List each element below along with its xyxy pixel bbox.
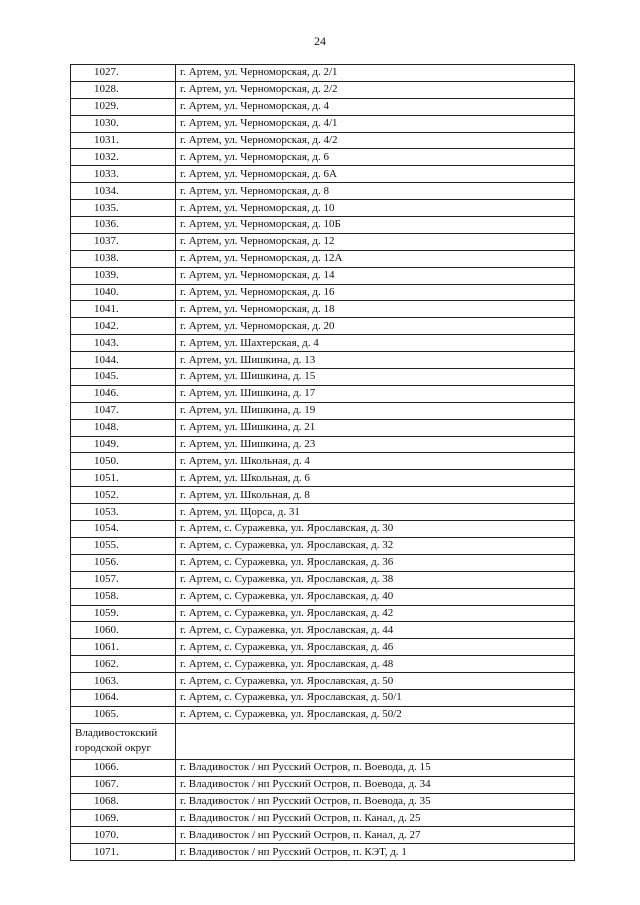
row-number: 1054. xyxy=(71,521,176,538)
row-address: г. Артем, ул. Черноморская, д. 2/1 xyxy=(176,65,575,82)
row-number: 1048. xyxy=(71,419,176,436)
table-row xyxy=(71,369,575,386)
table-row xyxy=(71,385,575,402)
table-row xyxy=(71,419,575,436)
row-address: г. Артем, ул. Черноморская, д. 8 xyxy=(176,183,575,200)
row-address: г. Артем, ул. Черноморская, д. 4/1 xyxy=(176,115,575,132)
table-row xyxy=(71,250,575,267)
row-address: г. Артем, ул. Школьная, д. 6 xyxy=(176,470,575,487)
table-row xyxy=(71,402,575,419)
row-number: 1065. xyxy=(71,706,176,723)
table-row xyxy=(71,776,575,793)
table-row xyxy=(71,98,575,115)
row-number: 1030. xyxy=(71,115,176,132)
table-row xyxy=(71,537,575,554)
row-number: 1062. xyxy=(71,656,176,673)
row-address: г. Артем, с. Суражевка, ул. Ярославская, д. 44 xyxy=(176,622,575,639)
row-address: г. Владивосток / нп Русский Остров, п. Воевода, д. 34 xyxy=(176,776,575,793)
row-address: г. Артем, с. Суражевка, ул. Ярославская, д. 32 xyxy=(176,537,575,554)
row-address: г. Артем, ул. Черноморская, д. 20 xyxy=(176,318,575,335)
row-address: г. Артем, с. Суражевка, ул. Ярославская, д. 30 xyxy=(176,521,575,538)
row-address: г. Владивосток / нп Русский Остров, п. Канал, д. 27 xyxy=(176,827,575,844)
row-address: г. Артем, ул. Шишкина, д. 21 xyxy=(176,419,575,436)
row-number: 1067. xyxy=(71,776,176,793)
row-address: г. Артем, с. Суражевка, ул. Ярославская, д. 40 xyxy=(176,588,575,605)
table-row xyxy=(71,453,575,470)
row-address: г. Владивосток / нп Русский Остров, п. Воевода, д. 15 xyxy=(176,759,575,776)
district-name: Владивостокский городской округ xyxy=(71,723,176,759)
table-body-artem xyxy=(71,65,575,724)
table-row xyxy=(71,318,575,335)
table-row xyxy=(71,844,575,861)
row-number: 1035. xyxy=(71,200,176,217)
row-address: г. Артем, с. Суражевка, ул. Ярославская, д. 50 xyxy=(176,673,575,690)
table-row xyxy=(71,656,575,673)
row-address: г. Артем, с. Суражевка, ул. Ярославская, д. 42 xyxy=(176,605,575,622)
row-number: 1045. xyxy=(71,369,176,386)
row-number: 1043. xyxy=(71,335,176,352)
row-address: г. Артем, ул. Черноморская, д. 10 xyxy=(176,200,575,217)
row-address: г. Артем, ул. Шишкина, д. 23 xyxy=(176,436,575,453)
row-address: г. Артем, ул. Черноморская, д. 16 xyxy=(176,284,575,301)
row-number: 1036. xyxy=(71,217,176,234)
row-number: 1049. xyxy=(71,436,176,453)
table-row xyxy=(71,335,575,352)
row-number: 1070. xyxy=(71,827,176,844)
row-number: 1041. xyxy=(71,301,176,318)
table-row xyxy=(71,554,575,571)
row-number: 1068. xyxy=(71,793,176,810)
table-row xyxy=(71,622,575,639)
row-number: 1056. xyxy=(71,554,176,571)
table-row xyxy=(71,65,575,82)
table-row xyxy=(71,504,575,521)
table-row xyxy=(71,571,575,588)
table-row xyxy=(71,301,575,318)
row-number: 1059. xyxy=(71,605,176,622)
table-row xyxy=(71,436,575,453)
row-number: 1029. xyxy=(71,98,176,115)
row-address: г. Артем, ул. Шахтерская, д. 4 xyxy=(176,335,575,352)
row-address: г. Артем, ул. Школьная, д. 8 xyxy=(176,487,575,504)
table-body-vladivostok xyxy=(71,759,575,860)
row-address: г. Артем, с. Суражевка, ул. Ярославская, д. 50/2 xyxy=(176,706,575,723)
row-address: г. Артем, ул. Шишкина, д. 17 xyxy=(176,385,575,402)
row-address: г. Владивосток / нп Русский Остров, п. КЭТ, д. 1 xyxy=(176,844,575,861)
table-row xyxy=(71,166,575,183)
table-row xyxy=(71,233,575,250)
table-row xyxy=(71,183,575,200)
table-row xyxy=(71,759,575,776)
row-number: 1050. xyxy=(71,453,176,470)
row-address: г. Артем, ул. Черноморская, д. 2/2 xyxy=(176,81,575,98)
row-address: г. Артем, с. Суражевка, ул. Ярославская, д. 46 xyxy=(176,639,575,656)
table-row xyxy=(71,81,575,98)
table-row xyxy=(71,200,575,217)
row-address: г. Артем, ул. Черноморская, д. 4/2 xyxy=(176,132,575,149)
row-number: 1034. xyxy=(71,183,176,200)
table-row xyxy=(71,793,575,810)
row-number: 1047. xyxy=(71,402,176,419)
table-row xyxy=(71,521,575,538)
row-address: г. Артем, ул. Черноморская, д. 12 xyxy=(176,233,575,250)
row-address: г. Артем, с. Суражевка, ул. Ярославская, д. 38 xyxy=(176,571,575,588)
row-number: 1055. xyxy=(71,537,176,554)
row-number: 1061. xyxy=(71,639,176,656)
table-row xyxy=(71,149,575,166)
row-address: г. Артем, ул. Черноморская, д. 14 xyxy=(176,267,575,284)
table-row xyxy=(71,706,575,723)
row-number: 1032. xyxy=(71,149,176,166)
row-address: г. Артем, ул. Черноморская, д. 6 xyxy=(176,149,575,166)
row-address: г. Владивосток / нп Русский Остров, п. Канал, д. 25 xyxy=(176,810,575,827)
page-number: 24 xyxy=(314,34,326,48)
row-address: г. Артем, ул. Шишкина, д. 13 xyxy=(176,352,575,369)
row-number: 1063. xyxy=(71,673,176,690)
row-number: 1028. xyxy=(71,81,176,98)
table-row xyxy=(71,217,575,234)
table-row xyxy=(71,605,575,622)
table-row xyxy=(71,588,575,605)
table-row xyxy=(71,132,575,149)
row-number: 1057. xyxy=(71,571,176,588)
table-row xyxy=(71,810,575,827)
row-address: г. Артем, ул. Черноморская, д. 12А xyxy=(176,250,575,267)
section-row xyxy=(71,723,575,759)
row-number: 1044. xyxy=(71,352,176,369)
row-address: г. Владивосток / нп Русский Остров, п. Воевода, д. 35 xyxy=(176,793,575,810)
row-number: 1066. xyxy=(71,759,176,776)
row-number: 1040. xyxy=(71,284,176,301)
row-number: 1038. xyxy=(71,250,176,267)
row-number: 1060. xyxy=(71,622,176,639)
row-number: 1053. xyxy=(71,504,176,521)
row-number: 1033. xyxy=(71,166,176,183)
table-row xyxy=(71,352,575,369)
row-address: г. Артем, с. Суражевка, ул. Ярославская, д. 36 xyxy=(176,554,575,571)
row-address: г. Артем, ул. Черноморская, д. 10Б xyxy=(176,217,575,234)
table-row xyxy=(71,827,575,844)
row-number: 1027. xyxy=(71,65,176,82)
table-row xyxy=(71,673,575,690)
row-number: 1046. xyxy=(71,385,176,402)
row-address: г. Артем, ул. Школьная, д. 4 xyxy=(176,453,575,470)
table-row xyxy=(71,639,575,656)
table-row xyxy=(71,487,575,504)
row-address: г. Артем, ул. Шишкина, д. 15 xyxy=(176,369,575,386)
row-number: 1064. xyxy=(71,689,176,706)
address-table xyxy=(70,64,575,861)
row-address: г. Артем, ул. Черноморская, д. 4 xyxy=(176,98,575,115)
row-number: 1058. xyxy=(71,588,176,605)
table-row xyxy=(71,284,575,301)
row-number: 1039. xyxy=(71,267,176,284)
row-address: г. Артем, ул. Шишкина, д. 19 xyxy=(176,402,575,419)
row-address: г. Артем, ул. Черноморская, д. 18 xyxy=(176,301,575,318)
row-address: г. Артем, ул. Щорса, д. 31 xyxy=(176,504,575,521)
row-number: 1069. xyxy=(71,810,176,827)
table-section-vladivostok xyxy=(71,723,575,759)
table-row xyxy=(71,689,575,706)
row-number: 1051. xyxy=(71,470,176,487)
row-address: г. Артем, с. Суражевка, ул. Ярославская, д. 48 xyxy=(176,656,575,673)
row-address: г. Артем, с. Суражевка, ул. Ярославская, д. 50/1 xyxy=(176,689,575,706)
row-number: 1071. xyxy=(71,844,176,861)
table-row xyxy=(71,115,575,132)
district-empty-cell xyxy=(176,723,575,759)
row-number: 1031. xyxy=(71,132,176,149)
row-number: 1052. xyxy=(71,487,176,504)
row-number: 1037. xyxy=(71,233,176,250)
table-row xyxy=(71,267,575,284)
row-address: г. Артем, ул. Черноморская, д. 6А xyxy=(176,166,575,183)
table-row xyxy=(71,470,575,487)
row-number: 1042. xyxy=(71,318,176,335)
